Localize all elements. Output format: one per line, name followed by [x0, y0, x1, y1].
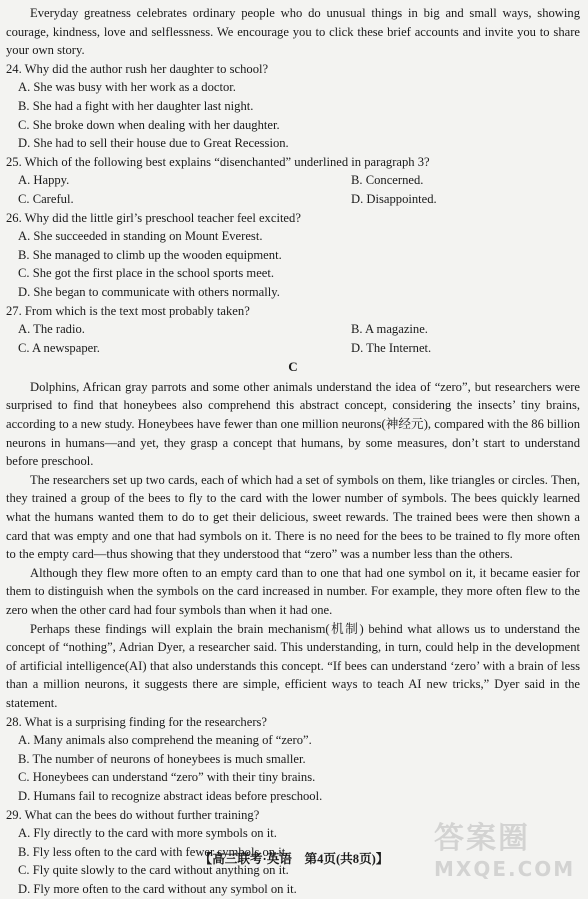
question — [6, 302, 580, 358]
question-stem: 26. Why did the little girl’s preschool teacher feel excited? — [6, 210, 301, 225]
answer-option: A. Happy. — [18, 173, 70, 188]
answer-option: C. A newspaper. — [18, 340, 100, 355]
answer-option: C. Honeybees can understand “zero” with their tiny brains. — [18, 770, 316, 785]
answer-option: D. She began to communicate with others normally. — [18, 284, 280, 299]
intro-paragraph: Everyday greatness celebrates ordinary people who do unusual things in big and small ways, showing courage, kindness, love and selflessness. We encourage you to click these brief accounts and invite you to share your own story. — [6, 6, 580, 58]
answer-option: C. She broke down when dealing with her daughter. — [18, 117, 280, 132]
passage-paragraph: The researchers set up two cards, each of which had a set of symbols on them, like triangles or circles. Then, they trained a group of the bees to fly to the card with the lower number of symbols. The bees quickly learned what the humans wanted them to do to get their delicious, sweet rewards. The trained bees were then shown a card that was empty and one that had symbols on it. There is no need for the bees to be trained to fly more often to the empty card—thus showing that they understood that “zero” was a number less than the others. — [6, 472, 580, 562]
answer-option: A. She succeeded in standing on Mount Everest. — [18, 229, 263, 244]
question-stem: 28. What is a surprising finding for the researchers? — [6, 714, 268, 729]
answer-option: D. The Internet. — [351, 340, 432, 355]
passage-c — [6, 378, 580, 713]
answer-option: C. Fly quite slowly to the card without anything on it. — [18, 863, 289, 878]
answer-option: A. Fly directly to the card with more symbols on it. — [18, 826, 277, 841]
passage-paragraph: Dolphins, African gray parrots and some other animals understand the idea of “zero”, but researchers were surprised to find that honeybees also comprehend this abstract concept, considering the insects’ tiny brains, according to a new study. Honeybees have fewer than one million neurons(神经元), compared with the 86 billion neurons in humans—and yet, they grasp a concept that humans, by some measures, don’t start to understand before preschool. — [6, 379, 580, 469]
watermark-cn: 答案圈 — [434, 821, 530, 856]
answer-option: B. She had a fight with her daughter last night. — [18, 98, 254, 113]
question-stem: 27. From which is the text most probably taken? — [6, 303, 250, 318]
passage-paragraph: Although they flew more often to an empty card than to one that had one symbol on it, it became easier for them to distinguish when the symbols on the card increased in number. For example, they more often flew to the zero when the other card had four symbols than when it had one. — [6, 565, 580, 617]
question — [6, 60, 580, 153]
question — [6, 209, 580, 302]
question-stem: 24. Why did the author rush her daughter to school? — [6, 61, 269, 76]
answer-option: B. Concerned. — [351, 173, 424, 188]
section-c-title: C — [288, 359, 298, 375]
answer-option: A. The radio. — [18, 322, 85, 337]
question — [6, 153, 580, 209]
answer-option: B. She managed to climb up the wooden equipment. — [18, 247, 282, 262]
answer-option: B. A magazine. — [351, 322, 428, 337]
option-row — [6, 339, 580, 358]
answer-option: D. Fly more often to the card without any symbol on it. — [18, 881, 297, 896]
option-row — [6, 171, 580, 190]
answer-option: B. Fly less often to the card with fewer symbols on it. — [18, 844, 289, 859]
option-row — [6, 320, 580, 339]
answer-option: C. Careful. — [18, 191, 74, 206]
answer-option: A. Many animals also comprehend the meaning of “zero”. — [18, 733, 312, 748]
question-group-1 — [6, 60, 580, 358]
answer-option: D. Disappointed. — [351, 191, 437, 206]
watermark-logo — [434, 813, 576, 881]
answer-option: A. She was busy with her work as a doctor. — [18, 80, 236, 95]
answer-option: D. Humans fail to recognize abstract ideas before preschool. — [18, 788, 323, 803]
option-row — [6, 190, 580, 209]
answer-option: B. The number of neurons of honeybees is much smaller. — [18, 751, 306, 766]
watermark-en: MXQE.COM — [434, 857, 576, 881]
page-footer: 【高三联考·英语 第4页(共8页)】 — [199, 852, 389, 866]
question-stem: 25. Which of the following best explains “disenchanted” underlined in paragraph 3? — [6, 154, 430, 169]
question-stem: 29. What can the bees do without further training? — [6, 807, 260, 822]
answer-option: D. She had to sell their house due to Great Recession. — [18, 136, 289, 151]
passage-paragraph: Perhaps these findings will explain the brain mechanism(机制) behind what allows us to understand the concept of “nothing”, Adrian Dyer, a researcher said. This understanding, in turn, could help in the development of artificial intelligence(AI) that also understands this concept. “If bees can understand ‘zero’ with a brain of less than a million neurons, it suggests there are simple, efficient ways to teach AI new tricks,” Dyer said in the statement. — [6, 621, 580, 710]
answer-option: C. She got the first place in the school sports meet. — [18, 266, 275, 281]
question — [6, 713, 580, 806]
